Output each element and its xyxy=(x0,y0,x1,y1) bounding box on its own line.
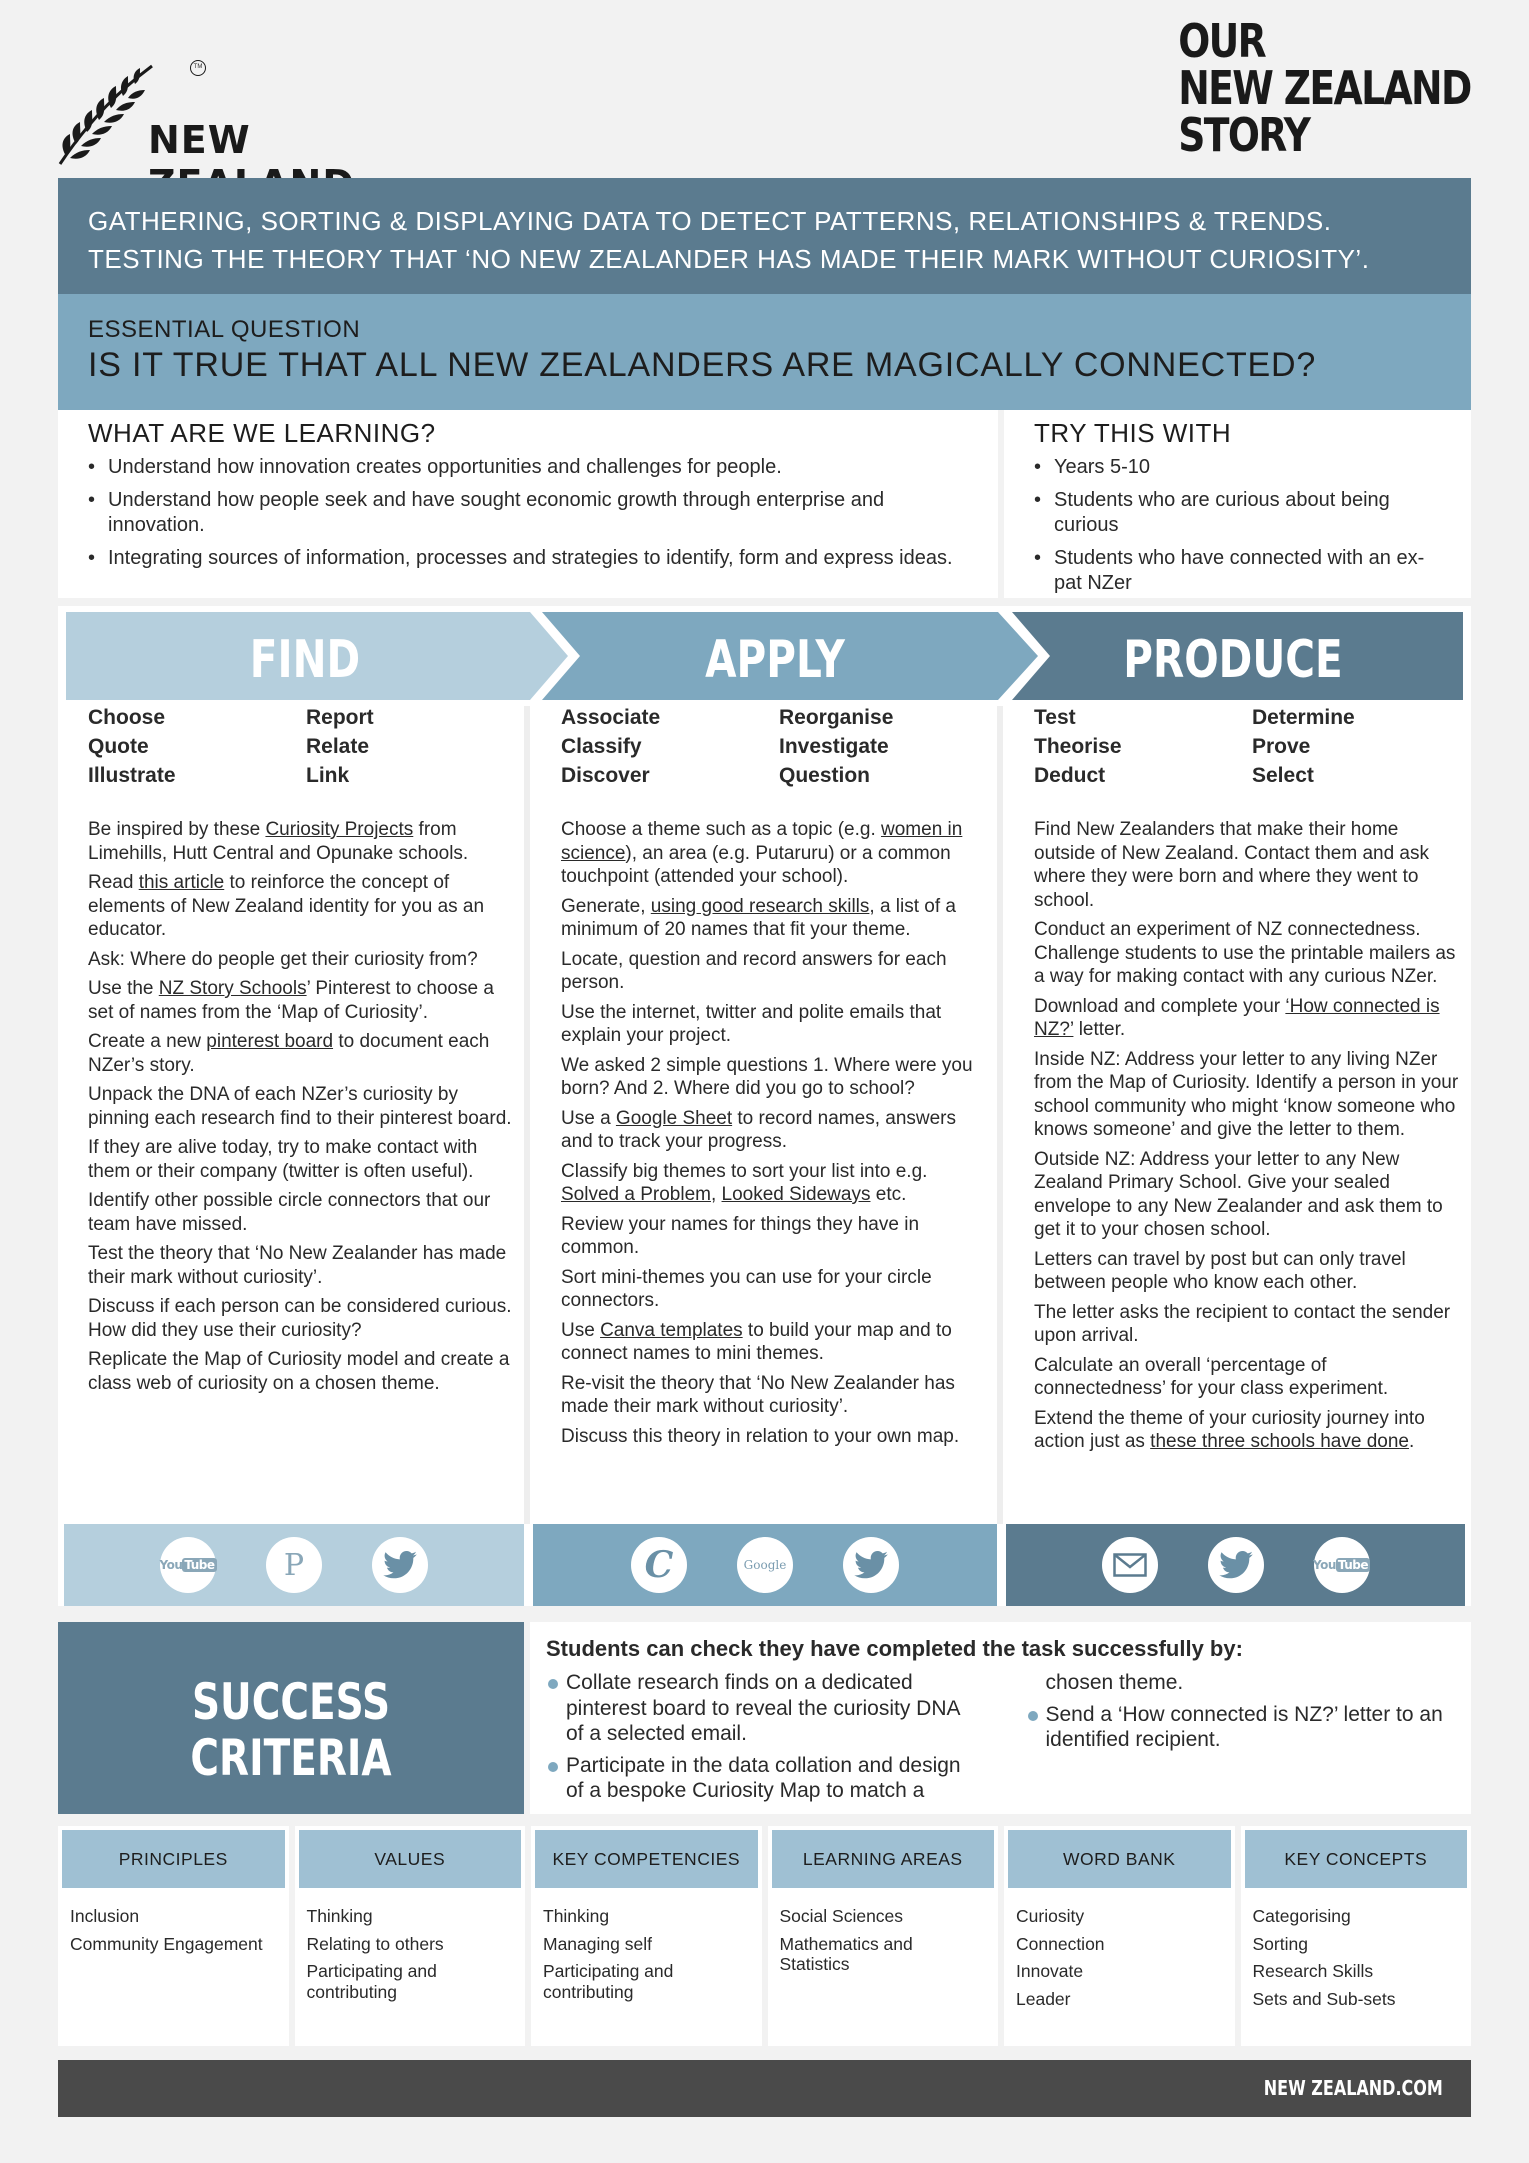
verb-list xyxy=(561,706,990,788)
curriculum-item: Innovate xyxy=(1016,1961,1084,1981)
curriculum-items xyxy=(531,1892,762,2023)
apply-title: APPLY xyxy=(705,630,845,690)
instruction: Calculate an overall ‘percentage of connectedness’ for your class experiment. xyxy=(1034,1354,1389,1399)
curriculum-item: Sorting xyxy=(1252,1933,1308,1954)
verb: Link xyxy=(306,764,350,787)
essential-question-label: ESSENTIAL QUESTION xyxy=(88,316,361,343)
curriculum-item: Managing self xyxy=(543,1933,652,1954)
success-checklist xyxy=(530,1622,1471,1814)
resource-link[interactable]: Looked Sideways xyxy=(721,1184,871,1205)
curriculum-item: Connection xyxy=(1016,1933,1105,1954)
verb: Determine xyxy=(1252,706,1355,729)
instruction: Classify big themes to sort your list into e.g. Solved a Problem, Looked Sideways etc. xyxy=(561,1160,928,1205)
learning-item: • Understand how people seek and have sought economic growth through enterprise and innovation. xyxy=(88,488,968,538)
mail-icon[interactable] xyxy=(1102,1537,1158,1593)
try-item: • Students who have connected with an ex-pat NZer xyxy=(1034,546,1441,596)
verb: Report xyxy=(306,706,374,729)
resource-link[interactable]: Solved a Problem xyxy=(561,1184,711,1205)
resource-link[interactable]: ‘How connected is NZ?’ xyxy=(1034,995,1440,1040)
curriculum-heading: PRINCIPLES xyxy=(62,1830,285,1888)
instruction: Create a new pinterest board to document each NZer’s story. xyxy=(88,1031,490,1076)
instruction: Generate, using good research skills, a list of a minimum of 20 names that fit your theme. xyxy=(561,895,957,940)
instruction: We asked 2 simple questions 1. Where were you born? And 2. Where did you go to school? xyxy=(561,1054,973,1099)
instruction: Download and complete your ‘How connected is NZ?’ letter. xyxy=(1034,995,1440,1040)
find-icon-bar xyxy=(64,1524,524,1606)
resource-link[interactable]: this article xyxy=(138,872,225,893)
verb: Prove xyxy=(1252,735,1311,758)
instruction-list xyxy=(1034,818,1463,1454)
success-lead: Students can check they have completed the task successfully by: xyxy=(546,1636,1243,1661)
instruction: Locate, question and record answers for each person. xyxy=(561,948,947,993)
resource-link[interactable]: NZ Story Schools xyxy=(158,978,307,999)
verb: Relate xyxy=(306,735,370,758)
instruction: Re-visit the theory that ‘No New Zealander has made their mark without curiosity’. xyxy=(561,1372,955,1417)
instruction: Review your names for things they have in common. xyxy=(561,1213,920,1258)
try-item: • Students who are curious about being curious xyxy=(1034,488,1441,538)
silver-fern-icon xyxy=(56,60,156,170)
c-icon[interactable]: C xyxy=(631,1537,687,1593)
instruction: Find New Zealanders that make their home outside of New Zealand. Contact them and ask where they were born and where they went to school. xyxy=(1034,819,1430,911)
resource-link[interactable]: Canva templates xyxy=(600,1319,743,1341)
curriculum-cell xyxy=(58,1826,289,2046)
resource-link[interactable]: women in science xyxy=(561,819,963,864)
success-item: Send a ‘How connected is NZ?’ letter to an identified recipient. xyxy=(1026,1702,1456,1753)
instruction: Discuss if each person can be considered curious. How did they use their curiosity? xyxy=(88,1296,512,1341)
resource-link[interactable]: Curiosity Projects xyxy=(265,819,414,840)
essential-question: IS IT TRUE THAT ALL NEW ZEALANDERS ARE MAGICALLY CONNECTED? xyxy=(88,346,1317,384)
google-icon[interactable]: Google xyxy=(737,1537,793,1593)
instruction: Sort mini-themes you can use for your circle connectors. xyxy=(561,1266,932,1311)
instruction: Use the internet, twitter and polite emails that explain your project. xyxy=(561,1001,942,1046)
curriculum-item: Inclusion xyxy=(70,1906,140,1926)
success-title-line: SUCCESS xyxy=(191,1673,391,1731)
try-list xyxy=(1034,455,1441,596)
curriculum-heading: KEY CONCEPTS xyxy=(1245,1830,1468,1888)
success-item: Participate in the data collation and design of a bespoke Curiosity Map to match a chosen theme. xyxy=(546,1670,1455,1804)
curriculum-item: Participating and contributing xyxy=(543,1961,674,2002)
curriculum-items xyxy=(1241,1892,1472,2030)
produce-column xyxy=(1034,706,1479,1460)
story-line: STORY xyxy=(1178,108,1310,162)
instruction: Identify other possible circle connectors that our team have missed. xyxy=(88,1190,491,1235)
column-divider xyxy=(997,706,1003,1524)
instruction: Read this article to reinforce the concept of elements of New Zealand identity for you as an educator. xyxy=(88,872,485,940)
try-item: • Years 5-10 xyxy=(1034,455,1441,480)
instruction: Conduct an experiment of NZ connectedness. Challenge students to use the printable mailers as a way for making contact with any curious NZer. xyxy=(1034,919,1456,987)
curriculum-item: Mathematics and Statistics xyxy=(779,1933,913,1974)
curriculum-item: Relating to others xyxy=(306,1933,444,1954)
instruction: Ask: Where do people get their curiosity from? xyxy=(88,948,478,970)
instruction: Test the theory that ‘No New Zealander has made their mark without curiosity’. xyxy=(88,1243,507,1288)
curriculum-items xyxy=(768,1892,999,1996)
curriculum-item: Social Sciences xyxy=(779,1906,904,1926)
trademark-symbol: TM xyxy=(190,60,206,76)
instruction: Choose a theme such as a topic (e.g. women in science), an area (e.g. Putaruru) or a common touchpoint (attended your school). xyxy=(561,819,963,887)
verb: Theorise xyxy=(1034,735,1122,758)
curriculum-grid xyxy=(58,1826,1471,2046)
produce-title: PRODUCE xyxy=(1123,630,1343,690)
verb: Discover xyxy=(561,764,650,787)
intro-line-1: GATHERING, SORTING & DISPLAYING DATA TO DETECT PATTERNS, RELATIONSHIPS & TRENDS. xyxy=(88,206,1332,236)
activity-columns xyxy=(58,606,1471,1606)
apply-column xyxy=(561,706,1006,1454)
success-title-line: CRITERIA xyxy=(190,1729,392,1787)
try-this-with-section xyxy=(1004,410,1471,598)
verb: Select xyxy=(1252,764,1314,787)
instruction: Use the NZ Story Schools’ Pinterest to choose a set of names from the ‘Map of Curiosity’. xyxy=(88,978,494,1023)
curriculum-item: Curiosity xyxy=(1016,1906,1085,1926)
verb: Illustrate xyxy=(88,764,176,787)
intro-band xyxy=(58,178,1471,294)
verb: Choose xyxy=(88,706,166,729)
curriculum-cell xyxy=(531,1826,762,2046)
curriculum-heading: WORD BANK xyxy=(1008,1830,1231,1888)
learning-item: • Integrating sources of information, processes and strategies to identify, form and express ideas. xyxy=(88,546,968,571)
find-column xyxy=(88,706,533,1401)
learning-item: • Understand how innovation creates opportunities and challenges for people. xyxy=(88,455,968,480)
youtube-icon[interactable]: You Tube xyxy=(1314,1537,1370,1593)
curriculum-heading: VALUES xyxy=(299,1830,522,1888)
instruction: The letter asks the recipient to contact the sender upon arrival. xyxy=(1034,1301,1451,1346)
curriculum-cell xyxy=(1241,1826,1472,2046)
youtube-icon[interactable]: You Tube xyxy=(160,1537,216,1593)
story-line: NEW ZEALAND xyxy=(1178,61,1471,115)
story-line: OUR xyxy=(1178,14,1266,68)
curriculum-item: Community Engagement xyxy=(70,1933,263,1954)
verb: Associate xyxy=(561,706,661,729)
curriculum-items xyxy=(295,1892,526,2023)
success-criteria-panel xyxy=(58,1622,524,1814)
instruction: Use Canva templates to build your map and to connect names to mini themes. xyxy=(561,1319,952,1364)
curriculum-item: Leader xyxy=(1016,1988,1071,2009)
success-list xyxy=(546,1670,1455,1804)
curriculum-cell xyxy=(1004,1826,1235,2046)
instruction: Letters can travel by post but can only travel between people who know each other. xyxy=(1034,1248,1406,1293)
verb-list xyxy=(88,706,517,788)
footer-bar xyxy=(58,2060,1471,2117)
success-item: Collate research finds on a dedicated pinterest board to reveal the curiosity DNA of a selected email. xyxy=(546,1670,976,1747)
verb: Test xyxy=(1034,706,1076,729)
twitter-icon[interactable] xyxy=(843,1537,899,1593)
verb-list xyxy=(1034,706,1463,788)
nz-wordmark: NEW xyxy=(148,118,251,162)
curriculum-item: Sets and Sub-sets xyxy=(1252,1988,1396,2009)
instruction: Replicate the Map of Curiosity model and create a class web of curiosity on a chosen theme. xyxy=(88,1349,510,1394)
instruction: Outside NZ: Address your letter to any New Zealand Primary School. Give your sealed envelope to any New Zealander and ask them to get it to your chosen school. xyxy=(1034,1148,1443,1240)
instruction: Unpack the DNA of each NZer’s curiosity by pinning each research find to their pinterest board. xyxy=(88,1084,512,1129)
curriculum-cell xyxy=(295,1826,526,2046)
try-title: TRY THIS WITH xyxy=(1034,418,1232,448)
instruction: If they are alive today, try to make contact with them or their company (twitter is often useful). xyxy=(88,1137,478,1182)
curriculum-item: Thinking xyxy=(306,1906,373,1926)
learning-list xyxy=(88,455,968,571)
resource-link[interactable]: Google Sheet xyxy=(615,1107,733,1129)
essential-question-band xyxy=(58,294,1471,410)
instruction: Discuss this theory in relation to your own map. xyxy=(561,1425,960,1447)
instruction: Inside NZ: Address your letter to any living NZer from the Map of Curiosity. Identify a person in your school community who might ‘know someone who knows someone’ and give the letter to them. xyxy=(1034,1048,1459,1140)
resource-link[interactable]: pinterest board xyxy=(206,1031,334,1052)
twitter-icon[interactable] xyxy=(1208,1537,1264,1593)
verb: Reorganise xyxy=(779,706,894,729)
twitter-icon[interactable] xyxy=(372,1537,428,1593)
curriculum-item: Categorising xyxy=(1252,1906,1351,1926)
success-criteria-title xyxy=(109,1674,472,1786)
learning-title: WHAT ARE WE LEARNING? xyxy=(88,418,436,448)
footer-site[interactable]: NEW ZEALAND.COM xyxy=(1263,2076,1443,2100)
resource-link[interactable]: using good research skills xyxy=(650,895,870,917)
new-zealand-logo xyxy=(56,60,446,170)
curriculum-cell xyxy=(768,1826,999,2046)
find-title: FIND xyxy=(249,630,361,690)
intro-line-2: TESTING THE THEORY THAT ‘NO NEW ZEALANDER HAS MADE THEIR MARK WITHOUT CURIOSITY’. xyxy=(88,244,1370,274)
produce-icon-bar xyxy=(1006,1524,1465,1606)
verb: Classify xyxy=(561,735,642,758)
verb: Investigate xyxy=(779,735,889,758)
curriculum-items xyxy=(1004,1892,1235,2030)
instruction: Extend the theme of your curiosity journey into action just as these three schools have done. xyxy=(1034,1407,1425,1452)
verb: Deduct xyxy=(1034,764,1106,787)
curriculum-item: Thinking xyxy=(543,1906,610,1926)
instruction: Use a Google Sheet to record names, answers and to track your progress. xyxy=(561,1107,956,1152)
curriculum-item: Participating and contributing xyxy=(306,1961,437,2002)
p-icon[interactable]: P xyxy=(266,1537,322,1593)
instruction-list xyxy=(88,818,517,1395)
resource-link[interactable]: these three schools have done xyxy=(1150,1431,1409,1452)
instruction: Be inspired by these Curiosity Projects from Limehills, Hutt Central and Opunake schools. xyxy=(88,819,469,864)
instruction-list xyxy=(561,818,990,1448)
curriculum-heading: KEY COMPETENCIES xyxy=(535,1830,758,1888)
curriculum-items xyxy=(58,1892,289,1975)
apply-icon-bar xyxy=(533,1524,997,1606)
curriculum-item: Research Skills xyxy=(1252,1961,1374,1981)
column-divider xyxy=(524,706,530,1524)
verb: Question xyxy=(779,764,871,787)
learning-section xyxy=(58,410,998,598)
our-nz-story-logo xyxy=(1178,14,1471,162)
verb: Quote xyxy=(88,735,149,758)
curriculum-heading: LEARNING AREAS xyxy=(772,1830,995,1888)
